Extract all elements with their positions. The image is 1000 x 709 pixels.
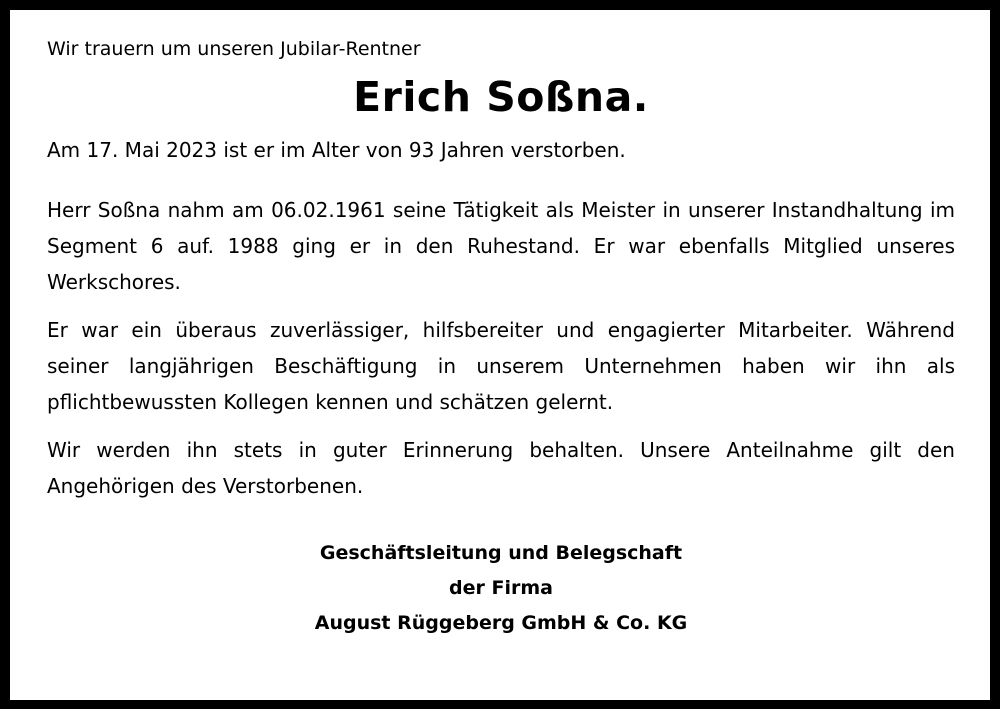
tribute-paragraph: Er war ein überaus zuverlässiger, hilfsbereiter und engagierter Mitarbeiter. Während seiner langjährigen Beschäftigung in unserem Unternehmen haben wir ihn als pflichtbewussten Kollegen kennen und schätzen gelernt. <box>47 318 955 414</box>
signature-line-3: August Rüggeberg GmbH & Co. KG <box>314 612 688 634</box>
condolence-paragraph: Wir werden ihn stets in guter Erinnerung behalten. Unsere Anteilnahme gilt den Angehörigen des Verstorbenen. <box>47 438 955 498</box>
obituary-notice <box>47 36 955 641</box>
career-paragraph: Herr Soßna nahm am 06.02.1961 seine Tätigkeit als Meister in unserer Instandhaltung im Segment 6 auf. 1988 ging er in den Ruhestand. Er war ebenfalls Mitglied unseres Werkschores. <box>47 198 955 294</box>
deceased-name: Erich Soßna. <box>353 73 649 121</box>
death-date-line: Am 17. Mai 2023 ist er im Alter von 93 Jahren verstorben. <box>47 138 626 162</box>
signature-line-1: Geschäftsleitung und Belegschaft <box>319 542 683 564</box>
intro-line: Wir trauern um unseren Jubilar-Rentner <box>47 38 421 60</box>
signature-block <box>47 536 955 641</box>
signature-line-2: der Firma <box>449 577 553 599</box>
